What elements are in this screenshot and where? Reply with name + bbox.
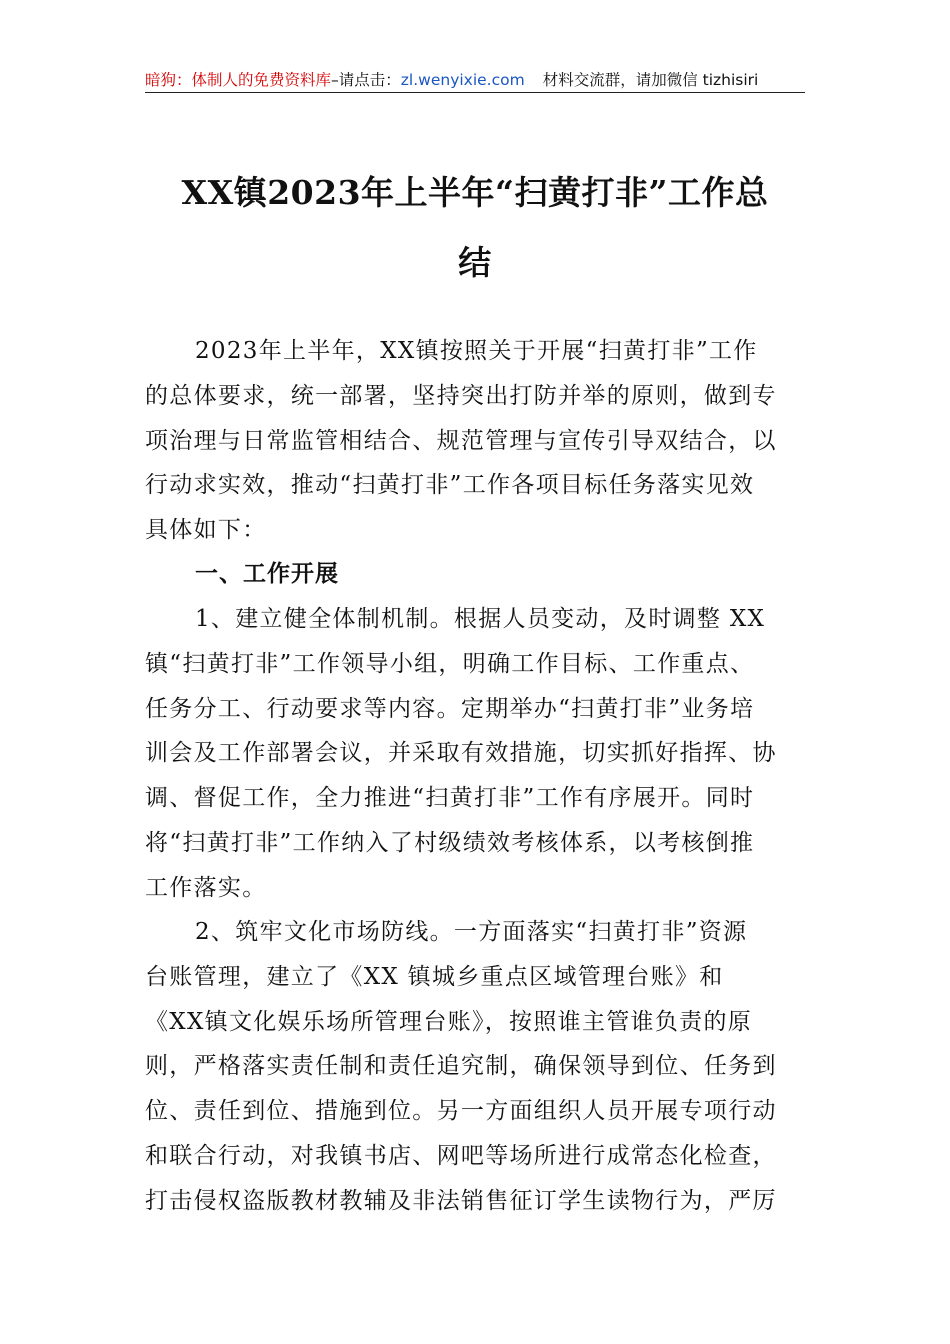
title-line: 结	[458, 243, 492, 282]
header-url-link[interactable]: zl.wenyixie.com	[400, 71, 525, 89]
paragraph-line: 台账管理，建立了《XX 镇城乡重点区域管理台账》和	[145, 963, 724, 990]
paragraph-line: 调、督促工作，全力推进“扫黄打非”工作有序展开。同时	[145, 785, 755, 812]
paragraph-line: 工作落实。	[145, 874, 267, 901]
item2-paragraph	[145, 910, 805, 1224]
header-site-name: 暗狗：体制人的免费资料库	[145, 71, 332, 89]
title-line: XX镇2023年上半年“扫黄打非”工作总	[181, 173, 769, 212]
paragraph-line: 位、责任到位、措施到位。另一方面组织人员开展专项行动	[145, 1098, 777, 1125]
paragraph-line: 打击侵权盗版教材教辅及非法销售征订学生读物行为，严厉	[145, 1187, 777, 1214]
paragraph-line: 项治理与日常监管相结合、规范管理与宣传引导双结合，以	[145, 427, 777, 454]
paragraph-line: 1、建立健全体制机制。根据人员变动，及时调整 XX	[195, 606, 766, 632]
paragraph-line: 2023年上半年，XX镇按照关于开展“扫黄打非”工作	[195, 338, 758, 364]
section-heading: 一、工作开展	[195, 561, 339, 587]
paragraph-line: 将“扫黄打非”工作纳入了村级绩效考核体系，以考核倒推	[145, 829, 755, 856]
paragraph-line: 《XX镇文化娱乐场所管理台账》，按照谁主管谁负责的原	[145, 1008, 753, 1035]
paragraph-line: 2、筑牢文化市场防线。一方面落实“扫黄打非”资源	[195, 919, 748, 945]
paragraph-line: 具体如下：	[145, 517, 267, 544]
paragraph-line: 的总体要求，统一部署，坚持突出打防并举的原则，做到专	[145, 382, 777, 409]
paragraph-line: 则，严格落实责任制和责任追究制，确保领导到位、任务到	[145, 1053, 777, 1080]
intro-paragraph	[145, 329, 805, 553]
page-header	[145, 68, 805, 93]
paragraph-line: 和联合行动，对我镇书店、网吧等场所进行成常态化检查，	[145, 1142, 777, 1169]
document-title	[140, 158, 810, 298]
paragraph-line: 任务分工、行动要求等内容。定期举办“扫黄打非”业务培	[145, 695, 755, 722]
item1-paragraph	[145, 597, 805, 911]
header-click-prompt: –请点击：	[331, 71, 401, 89]
paragraph-line: 镇“扫黄打非”工作领导小组，明确工作目标、工作重点、	[145, 650, 755, 677]
header-wechat-note: 材料交流群，请加微信 tizhisiri	[542, 71, 759, 89]
paragraph-line: 训会及工作部署会议，并采取有效措施，切实抓好指挥、协	[145, 740, 777, 767]
paragraph-line: 行动求实效，推动“扫黄打非”工作各项目标任务落实见效	[145, 472, 755, 499]
